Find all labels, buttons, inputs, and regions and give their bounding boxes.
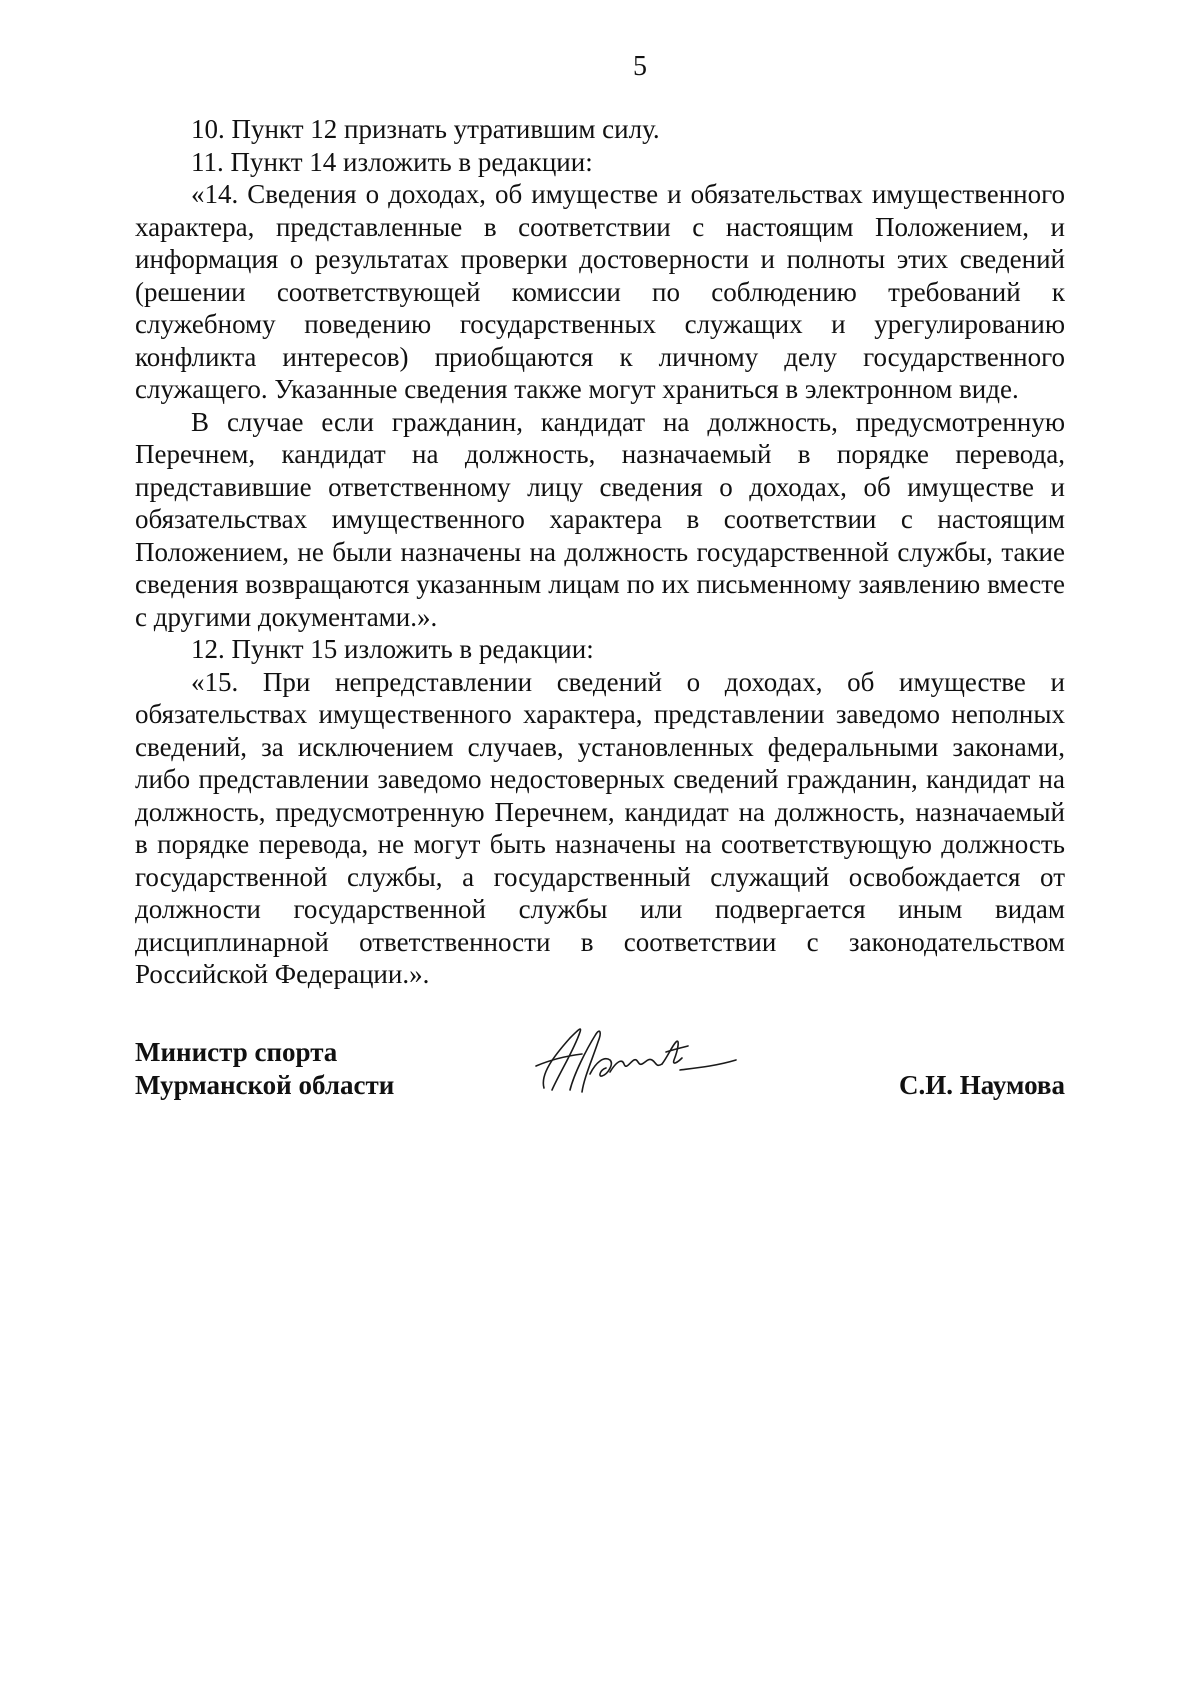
handwritten-signature bbox=[530, 1016, 750, 1106]
signer-position-line1: Министр спорта bbox=[135, 1037, 338, 1067]
paragraph-item-12: 12. Пункт 15 изложить в редакции: bbox=[191, 634, 594, 664]
paragraph-item-11: 11. Пункт 14 изложить в редакции: bbox=[191, 146, 593, 177]
page-number: 5 bbox=[633, 51, 647, 82]
signer-name: С.И. Наумова bbox=[899, 1070, 1065, 1100]
signer-position bbox=[135, 1036, 394, 1102]
paragraph-clause-15: «15. При непредставлении сведений о доходах, об имуществе и обязательствах имущественного характера, представлении заведомо неполных сведений, за исключением случаев, установленных федеральными законами, либо представлении заведомо недостоверных сведений гражданин, кандидат на должность, предусмотренную Перечнем, кандидат на должность, назначаемый в порядке перевода, не могут быть назначены на соответствующую должность государственной службы, а государственный служащий освобождается от должности государственной службы или подвергается иным видам дисциплинарной ответственности в соответствии с законодательством Российской Федерации.». bbox=[135, 666, 1065, 989]
paragraph-item-10: 10. Пункт 12 признать утратившим силу. bbox=[191, 114, 660, 144]
paragraph-clause-14-continued: В случае если гражданин, кандидат на должность, предусмотренную Перечнем, кандидат на должность, назначаемый в порядке перевода, представившие ответственному лицу сведения о доходах, об имуществе и обязательствах имущественного характера в соответствии с настоящим Положением, не были назначены на должность государственной службы, такие сведения возвращаются указанным лицам по их письменному заявлению вместе с другими документами.». bbox=[135, 406, 1065, 632]
paragraph-clause-14: «14. Сведения о доходах, об имуществе и обязательствах имущественного характера, представленные в соответствии с настоящим Положением, и информация о результатах проверки достоверности и полноты этих сведений (решении соответствующей комиссии по соблюдению требований к служебному поведению государственных служащих и урегулированию конфликта интересов) приобщаются к личному делу государственного служащего. Указанные сведения также могут храниться в электронном виде. bbox=[135, 179, 1065, 404]
signer-position-line2: Мурманской области bbox=[135, 1070, 395, 1100]
document-body bbox=[135, 113, 1065, 991]
